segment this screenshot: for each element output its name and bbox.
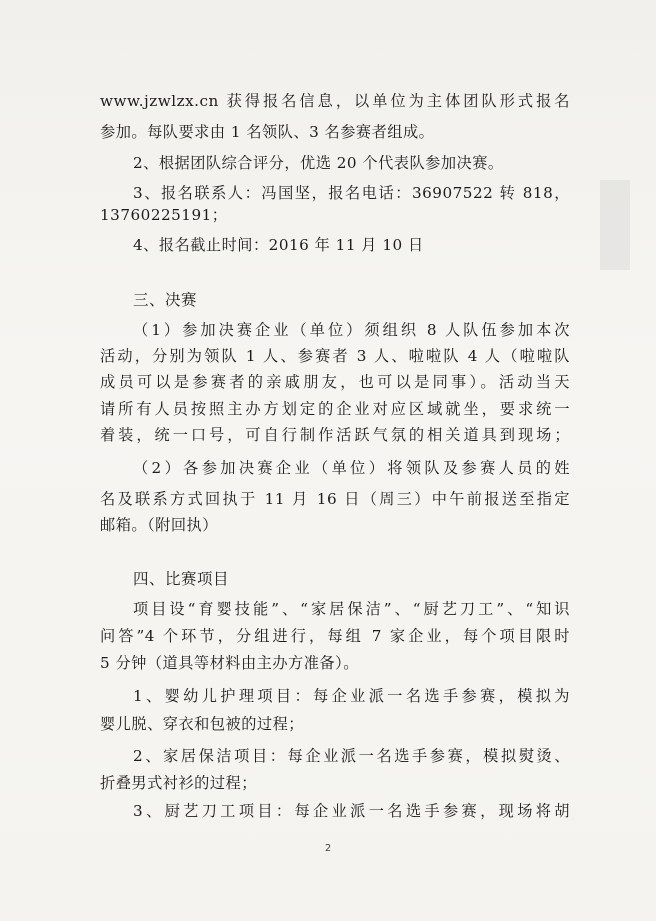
text-line: 3、厨艺刀工项目：每企业派一名选手参赛，现场将胡 <box>133 802 570 820</box>
text-line: （1）参加决赛企业（单位）须组织 8 人队伍参加本次 <box>133 321 570 339</box>
text-line: 参加。每队要求由 1 名领队、3 名参赛者组成。 <box>100 123 435 141</box>
text-line: 项目设“育婴技能”、“家居保洁”、“厨艺刀工”、“知识 <box>133 600 570 618</box>
text-line: 问答”4 个环节，分组进行，每组 7 家企业，每个项目限时 <box>100 627 570 645</box>
text-line: 2、根据团队综合评分，优选 20 个代表队参加决赛。 <box>133 154 504 172</box>
text-line: （2）各参加决赛企业（单位）将领队及参赛人员的姓 <box>133 459 570 477</box>
text-line: 2、家居保洁项目：每企业派一名选手参赛，模拟熨烫、 <box>133 747 570 765</box>
scan-edge-mark <box>600 180 630 270</box>
text-line: 名及联系方式回执于 11 月 16 日（周三）中午前报送至指定 <box>100 490 570 508</box>
text-line: 活动，分别为领队 1 人、参赛者 3 人、啦啦队 4 人（啦啦队 <box>100 347 570 365</box>
text-line: 成员可以是参赛者的亲戚朋友，也可以是同事）。活动当天 <box>100 373 570 391</box>
section-heading-events: 四、比赛项目 <box>133 570 230 588</box>
text-line: www.jzwlzx.cn 获得报名信息，以单位为主体团队形式报名 <box>100 92 570 110</box>
text-line: 婴儿脱、穿衣和包被的过程； <box>100 715 304 733</box>
text-line: 4、报名截止时间：2016 年 11 月 10 日 <box>133 236 424 254</box>
text-line: 1、婴幼儿护理项目：每企业派一名选手参赛，模拟为 <box>133 687 570 705</box>
text-line: 5 分钟（道具等材料由主办方准备）。 <box>100 654 359 672</box>
text-line: 13760225191； <box>100 206 228 224</box>
text-line: 邮箱。（附回执） <box>100 516 218 534</box>
section-heading-final: 三、决赛 <box>133 291 198 309</box>
text-line: 着装，统一口号，可自行制作活跃气氛的相关道具到现场； <box>100 426 570 444</box>
page-number: 2 <box>324 843 332 854</box>
text-line: 折叠男式衬衫的过程； <box>100 774 257 792</box>
text-line: 3、报名联系人：冯国坚，报名电话：36907522 转 818， <box>133 184 570 202</box>
text-line: 请所有人员按照主办方划定的企业对应区域就坐，要求统一 <box>100 400 570 418</box>
